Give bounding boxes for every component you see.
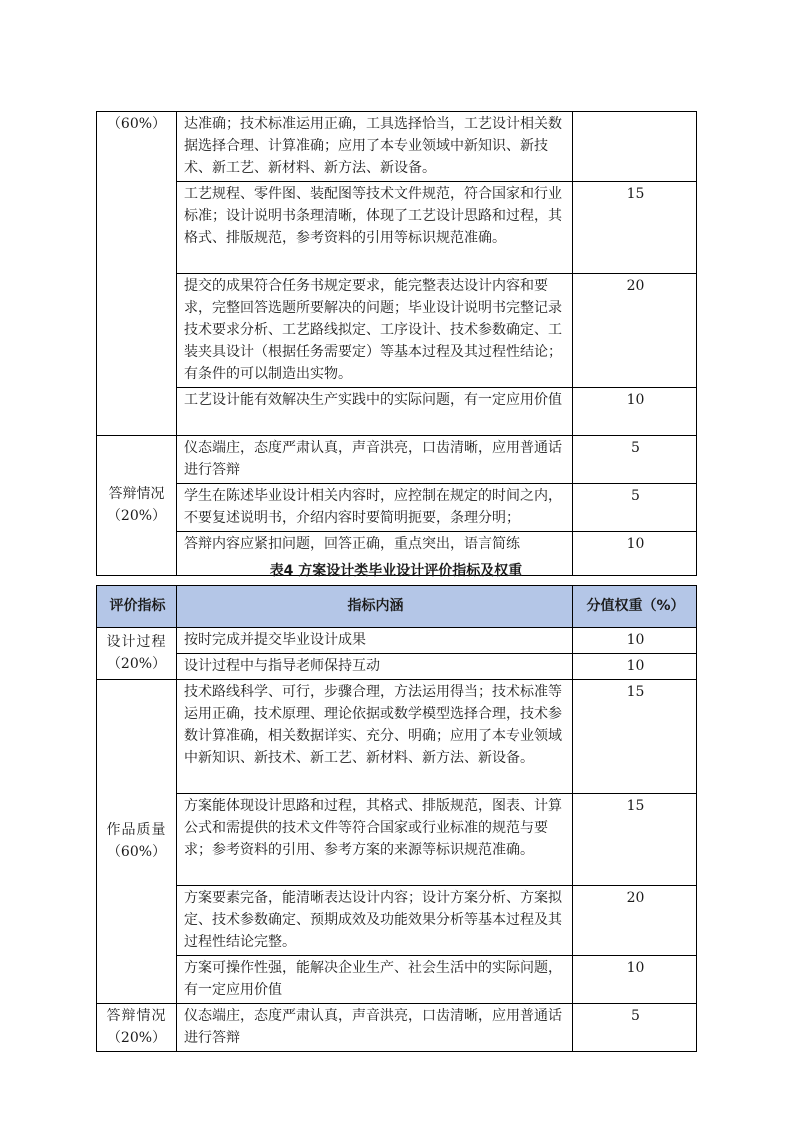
- table-row: [97, 182, 697, 274]
- group-name: 答辩情况: [108, 486, 165, 502]
- group-name: 作品质量: [106, 822, 167, 838]
- content-cell: 方案可操作性强，能解决企业生产、社会生活中的实际问题，有一定应用价值: [177, 956, 573, 1004]
- group-quality-cell: [97, 680, 177, 1004]
- weight-cell: 10: [573, 532, 697, 576]
- table-row: [97, 680, 697, 794]
- content-cell: 按时完成并提交毕业设计成果: [177, 628, 573, 654]
- table-row: [97, 112, 697, 182]
- table-row: [97, 794, 697, 886]
- group-process-cell: [97, 628, 177, 680]
- weight-cell: 15: [573, 680, 697, 794]
- weight-cell: 15: [573, 794, 697, 886]
- content-cell: 工艺规程、零件图、装配图等技术文件规范，符合国家和行业标准；设计说明书条理清晰，体现了工艺设计思路和过程，其格式、排版规范，参考资料的引用等标识规范准确。: [177, 182, 573, 274]
- group-pct: （20%）: [106, 656, 167, 672]
- group-name: 答辩情况: [106, 1008, 167, 1024]
- table-row: [97, 274, 697, 388]
- weight-cell: 5: [573, 1004, 697, 1052]
- weight-cell: 10: [573, 654, 697, 680]
- weight-cell: 10: [573, 388, 697, 436]
- content-cell: 方案能体现设计思路和过程，其格式、排版规范，图表、计算公式和需提供的技术文件等符合国家或行业标准的规范与要求；参考资料的引用、参考方案的来源等标识规范准确。: [177, 794, 573, 886]
- content-cell: 工艺设计能有效解决生产实践中的实际问题，有一定应用价值: [177, 388, 573, 436]
- content-cell: 达准确；技术标准运用正确，工具选择恰当，工艺设计相关数据选择合理、计算准确；应用了本专业领域中新知识、新技术、新工艺、新材料、新方法、新设备。: [177, 112, 573, 182]
- weight-cell: 10: [573, 628, 697, 654]
- weight-cell: 5: [573, 484, 697, 532]
- table-row: [97, 436, 697, 484]
- group-defense-cell: [97, 436, 177, 576]
- weight-cell: 20: [573, 886, 697, 956]
- content-cell: 仪态端庄，态度严肃认真，声音洪亮，口齿清晰，应用普通话进行答辩: [177, 436, 573, 484]
- table-header-row: [97, 586, 697, 628]
- group-quality-cell: [97, 112, 177, 436]
- group-defense-cell: [97, 1004, 177, 1052]
- group-pct: （60%）: [106, 116, 167, 132]
- content-cell: 仪态端庄，态度严肃认真，声音洪亮，口齿清晰，应用普通话进行答辩: [177, 1004, 573, 1052]
- table4: [96, 585, 697, 1052]
- weight-cell: 15: [573, 182, 697, 274]
- table-row: [97, 628, 697, 654]
- header-indicator: 评价指标: [97, 586, 177, 628]
- group-pct: （20%）: [106, 1030, 167, 1046]
- header-content: 指标内涵: [177, 586, 573, 628]
- weight-cell: 10: [573, 956, 697, 1004]
- content-cell: 设计过程中与指导老师保持互动: [177, 654, 573, 680]
- content-cell: 技术路线科学、可行，步骤合理，方法运用得当；技术标准等运用正确，技术原理、理论依据或数学模型选择合理，技术参数计算准确，相关数据详实、充分、明确；应用了本专业领域中新知识、新技术、新工艺、新材料、新方法、新设备。: [177, 680, 573, 794]
- weight-cell: 20: [573, 274, 697, 388]
- group-name: 设计过程: [106, 634, 167, 650]
- table-row: [97, 388, 697, 436]
- table-row: [97, 484, 697, 532]
- content-cell: 方案要素完备，能清晰表达设计内容；设计方案分析、方案拟定、技术参数确定、预期成效及功能效果分析等基本过程及其过程性结论完整。: [177, 886, 573, 956]
- table-row: [97, 886, 697, 956]
- table-row: [97, 654, 697, 680]
- table4-caption: 表4 方案设计类毕业设计评价指标及权重: [269, 563, 523, 579]
- table3-continued: [96, 111, 697, 576]
- weight-cell: [573, 112, 697, 182]
- table-row: [97, 956, 697, 1004]
- table-row: [97, 1004, 697, 1052]
- content-cell: 学生在陈述毕业设计相关内容时，应控制在规定的时间之内，不要复述说明书，介绍内容时要简明扼要，条理分明；: [177, 484, 573, 532]
- weight-cell: 5: [573, 436, 697, 484]
- header-weight: 分值权重（%）: [573, 586, 697, 628]
- content-cell: 答辩内容应紧扣问题，回答正确，重点突出，语言简练: [177, 532, 573, 576]
- group-pct: （60%）: [106, 844, 167, 860]
- group-pct: （20%）: [106, 508, 167, 524]
- content-cell: 提交的成果符合任务书规定要求，能完整表达设计内容和要求，完整回答选题所要解决的问题；毕业设计说明书完整记录技术要求分析、工艺路线拟定、工序设计、技术参数确定、工装夹具设计（根据任务需要定）等基本过程及其过程性结论；有条件的可以制造出实物。: [177, 274, 573, 388]
